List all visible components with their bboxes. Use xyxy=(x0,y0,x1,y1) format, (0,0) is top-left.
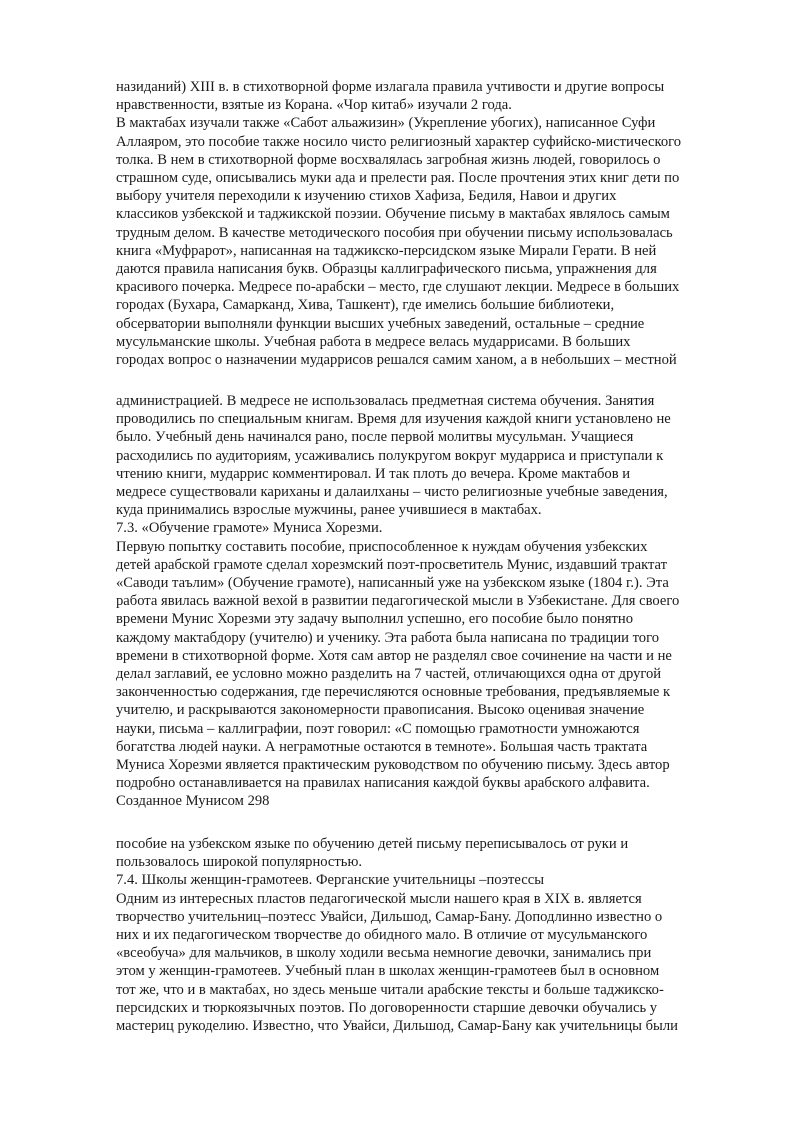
text-block-1 xyxy=(116,78,746,369)
text-line: трудным делом. В качестве методического пособия при обучении письму использовалась xyxy=(116,224,673,241)
text-line: городах (Бухара, Самарканд, Хива, Ташкент), где имелись большие библиотеки, xyxy=(116,297,615,314)
text-line: толка. В нем в стихотворной форме восхвалялась загробная жизнь людей, говорилось о xyxy=(116,151,661,168)
text-line: нравственности, взятые из Корана. «Чор китаб» изучали 2 года. xyxy=(116,97,512,114)
text-line: этом у женщин-грамотеев. Учебный план в школах женщин-грамотеев был в основном xyxy=(116,963,660,980)
text-line: администрацией. В медресе не использовалась предметная система обучения. Занятия xyxy=(116,393,655,409)
text-line: учителю, и раскрываются закономерности правописания. Высоко оценивая значение xyxy=(116,702,645,719)
text-line: делал заглавий, ее условно можно разделить на 7 частей, отличающихся одна от другой xyxy=(116,666,662,683)
text-line: было. Учебный день начинался рано, после первой молитвы мусульман. Учащиеся xyxy=(116,429,634,446)
text-line: обсерватории выполняли функции высших учебных заведений, остальные – средние xyxy=(116,315,645,332)
text-line: персидских и тюркоязычных поэтов. По договоренности старшие девочки обучались у xyxy=(116,999,658,1016)
text-line: каждому мактабдору (учителю) и ученику. Эта работа была написана по традиции того xyxy=(116,629,660,646)
text-line: законченностью содержания, где перечисляются основные требования, предъявляемые к xyxy=(116,684,671,701)
text-line: расходились по аудиториям, усаживались полукругом вокруг мударриса и приступали к xyxy=(116,447,664,464)
text-line: «всеобуча» для мальчиков, в школу ходили весьма немногие девочки, занимались при xyxy=(116,945,652,962)
text-line: чтению книги, мударрис комментировал. И так плоть до вечера. Кроме мактабов и xyxy=(116,465,631,482)
text-line: Одним из интересных пластов педагогической мысли нашего края в XIX в. является xyxy=(116,890,642,907)
text-line: Первую попытку составить пособие, приспособленное к нуждам обучения узбекских xyxy=(116,538,648,555)
text-line: книга «Муфрарот», написанная на таджикско-персидском языке Мирали Герати. В ней xyxy=(116,242,657,259)
text-line: классиков узбекской и таджикской поэзии. Обучение письму в мактабах являлось самым xyxy=(116,206,670,223)
text-line: «Саводи таълим» (Обучение грамоте), написанный уже на узбекском языке (1804 г.). Эта xyxy=(116,575,669,592)
text-line: выбору учителя переходили к изучению стихов Хафиза, Бедиля, Навои и других xyxy=(116,188,617,205)
text-line: богатства людей науки. А неграмотные остаются в темноте». Большая часть трактата xyxy=(116,738,648,755)
text-line: работа явилась важной вехой в развитии педагогической мысли в Узбекистане. Для своего xyxy=(116,593,680,610)
text-line: назиданий) XIII в. в стихотворной форме излагала правила учтивости и другие вопросы xyxy=(116,79,665,95)
text-line: тот же, что и в мактабах, но здесь меньше читали арабские тексты и больше таджикско- xyxy=(116,981,664,998)
text-line: пользовалось широкой популярностью. xyxy=(116,854,362,871)
text-line: Аллаяром, это пособие также носило чисто религиозный характер суфийско-мистического xyxy=(116,133,682,150)
text-line: подробно останавливается на правилах написания каждой буквы арабского алфавита. xyxy=(116,775,650,792)
text-line: мусульманские школы. Учебная работа в медресе велась мударрисами. В больших xyxy=(116,333,631,350)
text-line: медресе существовали кариханы и далаилханы – чисто религиозные учебные заведения, xyxy=(116,484,668,501)
text-line: даются правила написания букв. Образцы каллиграфического письма, упражнения для xyxy=(116,261,657,278)
text-line: городах вопрос о назначении мударрисов решался самим ханом, а в небольших – местной xyxy=(116,352,677,369)
text-line: пособие на узбекском языке по обучению детей письму переписывалось от руки и xyxy=(116,836,629,852)
text-line: времени Мунис Хорезми эту задачу выполнил успешно, его пособие было понятно xyxy=(116,611,634,628)
text-line: 7.4. Школы женщин-грамотеев. Ферганские учительницы –поэтессы xyxy=(116,872,544,889)
text-line: страшном суде, описывались муки ада и прелести рая. После прочтения этих книг дети по xyxy=(116,170,680,187)
text-line: мастериц рукоделию. Известно, что Увайси, Дильшод, Самар-Бану как учительницы были xyxy=(116,1018,678,1035)
text-line: науки, письма – каллиграфии, поэт говорил: «С помощью грамотности умножаются xyxy=(116,720,640,737)
text-line: времени в стихотворной форме. Хотя сам автор не разделял свое сочинение на части и не xyxy=(116,647,672,664)
text-line: Муниса Хорезми является практическим руководством по обучению письму. Здесь автор xyxy=(116,757,670,774)
text-line: творчество учительниц–поэтесс Увайси, Дильшод, Самар-Бану. Доподлинно известно о xyxy=(116,908,663,925)
text-line: детей арабской грамоте сделал хорезмский поэт-просветитель Мунис, издавший трактат xyxy=(116,556,668,573)
text-line: 7.3. «Обучение грамоте» Муниса Хорезми. xyxy=(116,520,383,537)
text-block-3 xyxy=(116,835,746,1035)
text-line: куда принимались взрослые мужчины, ранее учившиеся в мактабах. xyxy=(116,502,542,519)
text-line: проводились по специальным книгам. Время для изучения каждой книги установлено не xyxy=(116,411,671,428)
text-line: красивого почерка. Медресе по-арабски – место, где слушают лекции. Медресе в больших xyxy=(116,279,680,296)
text-block-2 xyxy=(116,392,746,811)
text-line: Созданное Мунисом 298 xyxy=(116,793,270,810)
text-line: В мактабах изучали также «Сабот альажизин» (Укрепление убогих), написанное Суфи xyxy=(116,115,656,132)
text-line: них и их педагогическом творчестве до обидного мало. В отличие от мусульманского xyxy=(116,927,648,944)
